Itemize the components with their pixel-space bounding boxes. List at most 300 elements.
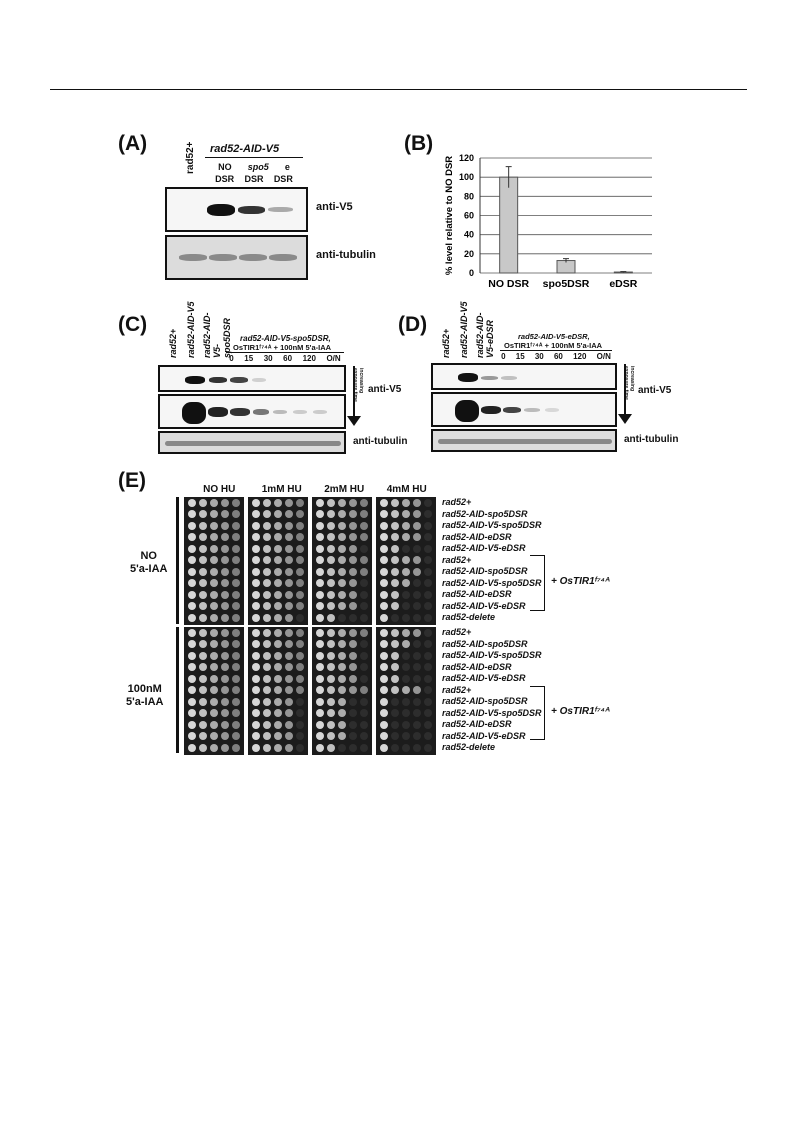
colony-spot [316, 698, 324, 706]
colony-spot [274, 686, 282, 694]
d-header-2: OsTIR1ᶠ⁷⁴ᴬ + 100nM 5'a-IAA [504, 341, 603, 350]
colony-spot [210, 510, 218, 518]
colony-spot [316, 556, 324, 564]
colony-spot [380, 732, 388, 740]
colony-spot [327, 591, 335, 599]
colony-spot [274, 510, 282, 518]
colony-spot [210, 602, 218, 610]
colony-spot [338, 614, 346, 622]
strain-label: rad52-AID-spo5DSR [442, 638, 528, 649]
colony-spot [391, 744, 399, 752]
colony-spot [327, 663, 335, 671]
colony-spot [349, 744, 357, 752]
colony-spot [413, 675, 421, 683]
c-lane-3: rad52-AID-V5-spo5DSR [202, 312, 232, 358]
colony-spot [413, 602, 421, 610]
colony-spot [380, 579, 388, 587]
colony-spot [413, 652, 421, 660]
colony-spot [252, 568, 260, 576]
y-tick-label: 80 [463, 191, 474, 202]
colony-spot [413, 686, 421, 694]
colony-spot [263, 652, 271, 660]
panel-e-label: (E) [118, 469, 146, 492]
colony-spot [188, 579, 196, 587]
colony-spot [252, 602, 260, 610]
colony-spot [360, 744, 368, 752]
colony-spot [199, 568, 207, 576]
d-lane-3: rad52-AID-V5-eDSR [475, 312, 495, 358]
colony-spot [327, 709, 335, 717]
d-blot-tubulin [431, 429, 617, 452]
colony-spot [263, 579, 271, 587]
colony-spot [232, 698, 240, 706]
colony-spot [188, 545, 196, 553]
colony-spot [338, 675, 346, 683]
colony-spot [221, 744, 229, 752]
colony-spot [252, 675, 260, 683]
strain-label: rad52+ [442, 497, 472, 507]
colony-spot [327, 614, 335, 622]
c-blot-v5-long [158, 394, 346, 429]
colony-spot [285, 640, 293, 648]
colony-spot [349, 686, 357, 694]
colony-spot [316, 579, 324, 587]
colony-spot [413, 522, 421, 530]
colony-spot [360, 579, 368, 587]
colony-spot [413, 721, 421, 729]
colony-spot [274, 522, 282, 530]
colony-spot [263, 675, 271, 683]
colony-spot [252, 510, 260, 518]
colony-spot [210, 732, 218, 740]
colony-spot [263, 614, 271, 622]
colony-spot [360, 663, 368, 671]
colony-spot [274, 709, 282, 717]
colony-spot [274, 663, 282, 671]
colony-spot [402, 698, 410, 706]
colony-spot [274, 698, 282, 706]
d-label-v5: anti-V5 [638, 385, 672, 396]
e-bracket-2 [530, 686, 545, 740]
colony-spot [221, 522, 229, 530]
colony-spot [338, 579, 346, 587]
colony-spot [349, 721, 357, 729]
colony-spot [424, 579, 432, 587]
colony-spot [424, 556, 432, 564]
a-header-line [205, 157, 303, 158]
colony-spot [296, 640, 304, 648]
panel-b-label: (B) [404, 132, 434, 155]
c-lane-2: rad52-AID-V5 [186, 301, 196, 358]
colony-spot [188, 591, 196, 599]
colony-spot [263, 709, 271, 717]
colony-spot [285, 732, 293, 740]
colony-spot [338, 652, 346, 660]
colony-spot [349, 556, 357, 564]
colony-spot [424, 568, 432, 576]
colony-spot [327, 579, 335, 587]
spot-plate [184, 627, 244, 755]
colony-spot [232, 545, 240, 553]
d-times: 0 15 30 60 120 O/N [501, 352, 611, 361]
a-lane-row-1: NO spo5 e [218, 162, 290, 172]
colony-spot [391, 602, 399, 610]
colony-spot [380, 533, 388, 541]
d-header-line [500, 350, 612, 351]
colony-spot [274, 579, 282, 587]
colony-spot [232, 732, 240, 740]
colony-spot [316, 744, 324, 752]
colony-spot [274, 640, 282, 648]
y-tick-label: 120 [458, 153, 474, 163]
a-blot-tubulin [165, 235, 308, 280]
colony-spot [296, 698, 304, 706]
colony-spot [199, 556, 207, 564]
colony-spot [402, 545, 410, 553]
colony-spot [199, 579, 207, 587]
colony-spot [188, 568, 196, 576]
panel-c-label: (C) [118, 313, 148, 336]
panel-a-label: (A) [118, 132, 148, 155]
colony-spot [380, 568, 388, 576]
colony-spot [360, 652, 368, 660]
colony-spot [263, 533, 271, 541]
colony-spot [402, 744, 410, 752]
e-group1-label: NO 5'a-IAA [130, 550, 168, 575]
colony-spot [360, 709, 368, 717]
colony-spot [274, 545, 282, 553]
strain-label: rad52-AID-spo5DSR [442, 696, 528, 706]
colony-spot [199, 510, 207, 518]
colony-spot [263, 721, 271, 729]
colony-spot [285, 522, 293, 530]
colony-spot [380, 629, 388, 637]
colony-spot [327, 510, 335, 518]
c-header-2: OsTIR1ᶠ⁷⁴ᴬ + 100nM 5'a-IAA [233, 343, 332, 352]
colony-spot [188, 533, 196, 541]
colony-spot [424, 744, 432, 752]
colony-spot [188, 614, 196, 622]
colony-spot [263, 663, 271, 671]
colony-spot [316, 640, 324, 648]
colony-spot [232, 686, 240, 694]
d-arrow-down-icon [618, 414, 632, 424]
chart-b [420, 140, 670, 300]
colony-spot [349, 545, 357, 553]
colony-spot [391, 533, 399, 541]
colony-spot [285, 579, 293, 587]
colony-spot [263, 556, 271, 564]
colony-spot [424, 732, 432, 740]
colony-spot [252, 522, 260, 530]
colony-spot [296, 591, 304, 599]
e-bracket-label-2: + OsTIR1ᶠ⁷⁴ᴬ [551, 706, 610, 717]
colony-spot [402, 533, 410, 541]
colony-spot [296, 602, 304, 610]
colony-spot [360, 556, 368, 564]
colony-spot [221, 640, 229, 648]
colony-spot [296, 663, 304, 671]
colony-spot [327, 721, 335, 729]
colony-spot [424, 629, 432, 637]
colony-spot [413, 579, 421, 587]
colony-spot [402, 629, 410, 637]
colony-spot [263, 629, 271, 637]
colony-spot [327, 568, 335, 576]
c-arrow-down-icon [347, 416, 361, 426]
strain-label: rad52-AID-eDSR [442, 661, 512, 672]
colony-spot [274, 744, 282, 752]
colony-spot [285, 614, 293, 622]
colony-spot [349, 602, 357, 610]
colony-spot [274, 568, 282, 576]
colony-spot [327, 522, 335, 530]
colony-spot [360, 545, 368, 553]
strain-label: rad52-AID-V5-eDSR [442, 730, 526, 741]
colony-spot [391, 579, 399, 587]
colony-spot [349, 640, 357, 648]
colony-spot [263, 686, 271, 694]
colony-spot [327, 602, 335, 610]
colony-spot [210, 545, 218, 553]
x-tick-label: eDSR [609, 278, 638, 290]
colony-spot [338, 591, 346, 599]
colony-spot [232, 510, 240, 518]
colony-spot [296, 709, 304, 717]
colony-spot [210, 591, 218, 599]
colony-spot [285, 591, 293, 599]
colony-spot [285, 510, 293, 518]
colony-spot [327, 686, 335, 694]
colony-spot [210, 663, 218, 671]
colony-spot [285, 499, 293, 507]
colony-spot [316, 602, 324, 610]
colony-spot [232, 533, 240, 541]
colony-spot [296, 732, 304, 740]
strain-label: rad52+ [442, 684, 472, 695]
colony-spot [263, 568, 271, 576]
colony-spot [199, 663, 207, 671]
colony-spot [221, 568, 229, 576]
spot-plate [312, 497, 372, 625]
spot-plate [248, 497, 308, 625]
colony-spot [316, 510, 324, 518]
colony-spot [327, 732, 335, 740]
colony-spot [274, 614, 282, 622]
colony-spot [210, 698, 218, 706]
colony-spot [296, 510, 304, 518]
colony-spot [402, 663, 410, 671]
colony-spot [391, 556, 399, 564]
e-spot-plates [184, 497, 440, 753]
colony-spot [263, 732, 271, 740]
colony-spot [360, 510, 368, 518]
colony-spot [188, 698, 196, 706]
colony-spot [199, 499, 207, 507]
a-group-header: rad52-AID-V5 [210, 143, 280, 155]
e-group2-bar [176, 627, 179, 753]
colony-spot [232, 709, 240, 717]
colony-spot [296, 579, 304, 587]
colony-spot [424, 686, 432, 694]
e-bracket-label-1: + OsTIR1ᶠ⁷⁴ᴬ [551, 576, 610, 587]
y-tick-label: 40 [463, 229, 474, 240]
colony-spot [338, 510, 346, 518]
colony-spot [391, 568, 399, 576]
colony-spot [402, 522, 410, 530]
colony-spot [327, 499, 335, 507]
colony-spot [188, 652, 196, 660]
colony-spot [274, 499, 282, 507]
colony-spot [221, 510, 229, 518]
colony-spot [380, 698, 388, 706]
colony-spot [232, 556, 240, 564]
strain-label: rad52-AID-eDSR [442, 719, 512, 729]
colony-spot [188, 640, 196, 648]
colony-spot [338, 721, 346, 729]
colony-spot [360, 568, 368, 576]
colony-spot [210, 652, 218, 660]
colony-spot [338, 499, 346, 507]
colony-spot [338, 640, 346, 648]
colony-spot [316, 675, 324, 683]
colony-spot [349, 698, 357, 706]
colony-spot [424, 522, 432, 530]
colony-spot [221, 732, 229, 740]
colony-spot [188, 556, 196, 564]
colony-spot [360, 686, 368, 694]
c-header-line [226, 352, 344, 353]
colony-spot [338, 686, 346, 694]
e-strain-list-no-iaa [442, 497, 542, 624]
colony-spot [285, 629, 293, 637]
colony-spot [285, 709, 293, 717]
colony-spot [338, 709, 346, 717]
colony-spot [274, 732, 282, 740]
colony-spot [296, 499, 304, 507]
colony-spot [221, 721, 229, 729]
c-label-v5: anti-V5 [368, 384, 402, 395]
colony-spot [221, 545, 229, 553]
colony-spot [380, 640, 388, 648]
colony-spot [285, 556, 293, 564]
colony-spot [252, 556, 260, 564]
colony-spot [199, 721, 207, 729]
colony-spot [274, 602, 282, 610]
colony-spot [360, 721, 368, 729]
colony-spot [338, 602, 346, 610]
colony-spot [252, 744, 260, 752]
colony-spot [285, 602, 293, 610]
d-lane-1: rad52+ [441, 328, 451, 358]
strain-label: rad52-AID-V5-spo5DSR [442, 650, 542, 660]
colony-spot [338, 545, 346, 553]
colony-spot [252, 499, 260, 507]
colony-spot [338, 629, 346, 637]
colony-spot [232, 744, 240, 752]
colony-spot [263, 591, 271, 599]
colony-spot [380, 499, 388, 507]
colony-spot [424, 533, 432, 541]
colony-spot [402, 652, 410, 660]
colony-spot [221, 686, 229, 694]
colony-spot [210, 499, 218, 507]
colony-spot [296, 652, 304, 660]
colony-spot [274, 556, 282, 564]
colony-spot [252, 640, 260, 648]
colony-spot [413, 568, 421, 576]
colony-spot [360, 629, 368, 637]
c-lane-1: rad52+ [168, 328, 178, 358]
colony-spot [199, 744, 207, 752]
y-tick-label: 20 [463, 248, 474, 259]
colony-spot [252, 629, 260, 637]
colony-spot [221, 533, 229, 541]
colony-spot [199, 640, 207, 648]
strain-label: rad52-AID-eDSR [442, 589, 512, 599]
colony-spot [391, 629, 399, 637]
colony-spot [360, 698, 368, 706]
colony-spot [327, 545, 335, 553]
colony-spot [402, 568, 410, 576]
colony-spot [274, 675, 282, 683]
colony-spot [391, 732, 399, 740]
colony-spot [424, 652, 432, 660]
colony-spot [210, 522, 218, 530]
colony-spot [188, 602, 196, 610]
colony-spot [199, 698, 207, 706]
d-label-tubulin: anti-tubulin [624, 434, 679, 445]
colony-spot [402, 510, 410, 518]
colony-spot [360, 522, 368, 530]
colony-spot [316, 614, 324, 622]
colony-spot [199, 709, 207, 717]
colony-spot [296, 614, 304, 622]
colony-spot [210, 579, 218, 587]
colony-spot [221, 499, 229, 507]
colony-spot [221, 579, 229, 587]
colony-spot [252, 721, 260, 729]
colony-spot [413, 663, 421, 671]
colony-spot [380, 652, 388, 660]
colony-spot [296, 533, 304, 541]
colony-spot [402, 591, 410, 599]
colony-spot [380, 721, 388, 729]
colony-spot [263, 602, 271, 610]
colony-spot [210, 721, 218, 729]
colony-spot [232, 602, 240, 610]
colony-spot [349, 709, 357, 717]
colony-spot [188, 686, 196, 694]
colony-spot [252, 591, 260, 599]
colony-spot [360, 499, 368, 507]
colony-spot [232, 591, 240, 599]
colony-spot [210, 568, 218, 576]
colony-spot [199, 686, 207, 694]
strain-label: rad52+ [442, 627, 472, 637]
colony-spot [380, 663, 388, 671]
colony-spot [380, 709, 388, 717]
colony-spot [424, 602, 432, 610]
colony-spot [221, 629, 229, 637]
colony-spot [424, 591, 432, 599]
colony-spot [316, 652, 324, 660]
colony-spot [210, 533, 218, 541]
colony-spot [402, 602, 410, 610]
colony-spot [402, 579, 410, 587]
colony-spot [327, 698, 335, 706]
colony-spot [274, 591, 282, 599]
